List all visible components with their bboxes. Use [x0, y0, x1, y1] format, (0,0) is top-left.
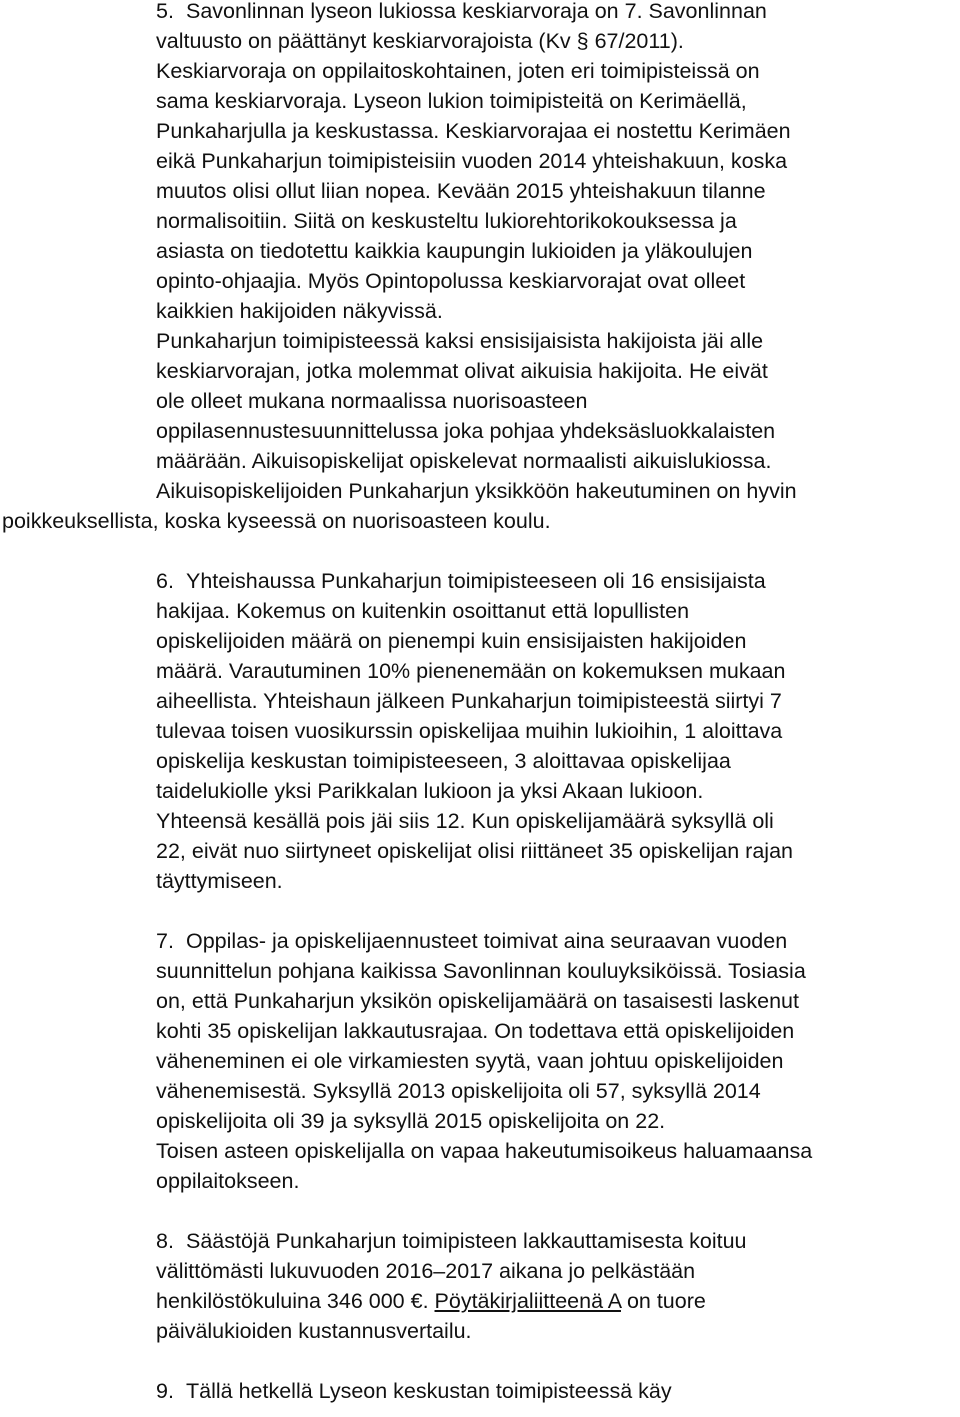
- paragraph-line: suunnittelun pohjana kaikissa Savonlinnan kouluyksiköissä. Tosiasia: [156, 959, 806, 983]
- paragraph-line: opiskelijoiden määrä on pienempi kuin ensisijaisten hakijoiden: [156, 629, 747, 653]
- paragraph-line: Tällä hetkellä Lyseon keskustan toimipisteessä käy: [186, 1379, 672, 1403]
- paragraph-line: Punkaharjun toimipisteessä kaksi ensisijaisista hakijoista jäi alle: [156, 329, 764, 353]
- paragraph-line: taidelukiolle yksi Parikkalan lukioon ja yksi Akaan lukioon.: [156, 779, 704, 803]
- paragraph-line: opinto-ohjaajia. Myös Opintopolussa keskiarvorajat ovat olleet: [156, 269, 746, 293]
- paragraph-line: 22, eivät nuo siirtyneet opiskelijat olisi riittäneet 35 opiskelijan rajan: [156, 839, 793, 863]
- paragraph-line: keskiarvorajan, jotka molemmat olivat aikuisia hakijoita. He eivät: [156, 359, 768, 383]
- paragraph-line: aiheellista. Yhteishaun jälkeen Punkaharjun toimipisteestä siirtyi 7: [156, 689, 782, 713]
- paragraph-line: sama keskiarvoraja. Lyseon lukion toimipisteitä on Kerimäellä,: [156, 89, 747, 113]
- section-number: 8.: [156, 1229, 174, 1253]
- paragraph-line: on, että Punkaharjun yksikön opiskelijamäärä on tasaisesti laskenut: [156, 989, 799, 1013]
- section-number: 7.: [156, 929, 174, 953]
- paragraph-line: Yhteishaussa Punkaharjun toimipisteeseen oli 16 ensisijaista: [186, 569, 766, 593]
- paragraph-line: määrään. Aikuisopiskelijat opiskelevat normaalisti aikuislukiossa.: [156, 449, 772, 473]
- paragraph-line: asiasta on tiedotettu kaikkia kaupungin lukioiden ja yläkoulujen: [156, 239, 753, 263]
- section-number: 9.: [156, 1379, 174, 1403]
- paragraph-line: opiskelija keskustan toimipisteeseen, 3 aloittavaa opiskelijaa: [156, 749, 731, 773]
- section-number: 6.: [156, 569, 174, 593]
- paragraph-line: Yhteensä kesällä pois jäi siis 12. Kun opiskelijamäärä syksyllä oli: [156, 809, 774, 833]
- paragraph-line: muutos olisi ollut liian nopea. Kevään 2015 yhteishakuun tilanne: [156, 179, 766, 203]
- paragraph-line: Oppilas- ja opiskelijaennusteet toimivat aina seuraavan vuoden: [186, 929, 788, 953]
- paragraph-line: opiskelijoita oli 39 ja syksyllä 2015 opiskelijoita on 22.: [156, 1109, 666, 1133]
- paragraph-line: Keskiarvoraja on oppilaitoskohtainen, joten eri toimipisteissä on: [156, 59, 760, 83]
- paragraph-line: kohti 35 opiskelijan lakkautusrajaa. On todettava että opiskelijoiden: [156, 1019, 795, 1043]
- paragraph-line: täyttymiseen.: [156, 869, 283, 893]
- paragraph-line: välittömästi lukuvuoden 2016–2017 aikana jo pelkästään: [156, 1259, 696, 1283]
- paragraph-line: Aikuisopiskelijoiden Punkaharjun yksikköön hakeutuminen on hyvin: [156, 479, 797, 503]
- paragraph-line: Punkaharjulla ja keskustassa. Keskiarvorajaa ei nostettu Kerimäen: [156, 119, 791, 143]
- paragraph-line: eikä Punkaharjun toimipisteisiin vuoden 2014 yhteishakuun, koska: [156, 149, 788, 173]
- paragraph-line: oppilasennustesuunnittelussa joka pohjaa yhdeksäsluokkalaisten: [156, 419, 776, 443]
- paragraph-line: hakijaa. Kokemus on kuitenkin osoittanut että lopullisten: [156, 599, 690, 623]
- paragraph-line: tulevaa toisen vuosikurssin opiskelijaa muihin lukioihin, 1 aloittava: [156, 719, 783, 743]
- paragraph-line-with-link: [156, 1286, 706, 1316]
- paragraph-line: väheneminen ei ole virkamiesten syytä, vaan johtuu opiskelijoiden: [156, 1049, 784, 1073]
- paragraph-line-outdented: poikkeuksellista, koska kyseessä on nuorisoasteen koulu.: [2, 509, 551, 533]
- paragraph-line: päivälukioiden kustannusvertailu.: [156, 1319, 472, 1343]
- line-text-before: henkilöstökuluina 346 000 €.: [156, 1289, 435, 1313]
- paragraph-line: määrä. Varautuminen 10% pienenemään on kokemuksen mukaan: [156, 659, 786, 683]
- paragraph-line: ole olleet mukana normaalissa nuorisoasteen: [156, 389, 588, 413]
- paragraph-line: kaikkien hakijoiden näkyvissä.: [156, 299, 443, 323]
- paragraph-line: Savonlinnan lyseon lukiossa keskiarvoraja on 7. Savonlinnan: [186, 0, 767, 23]
- paragraph-line: valtuusto on päättänyt keskiarvorajoista (Kv § 67/2011).: [156, 29, 684, 53]
- paragraph-line: oppilaitokseen.: [156, 1169, 300, 1193]
- paragraph-line: normalisoitiin. Siitä on keskusteltu lukiorehtorikokouksessa ja: [156, 209, 737, 233]
- line-text-after: on tuore: [620, 1289, 706, 1313]
- paragraph-line: Säästöjä Punkaharjun toimipisteen lakkauttamisesta koituu: [186, 1229, 747, 1253]
- paragraph-line: Toisen asteen opiskelijalla on vapaa hakeutumisoikeus haluamaansa: [156, 1139, 813, 1163]
- appendix-a-link[interactable]: Pöytäkirjaliitteenä A: [434, 1289, 621, 1313]
- section-number: 5.: [156, 0, 174, 23]
- paragraph-line: vähenemisestä. Syksyllä 2013 opiskelijoita oli 57, syksyllä 2014: [156, 1079, 761, 1103]
